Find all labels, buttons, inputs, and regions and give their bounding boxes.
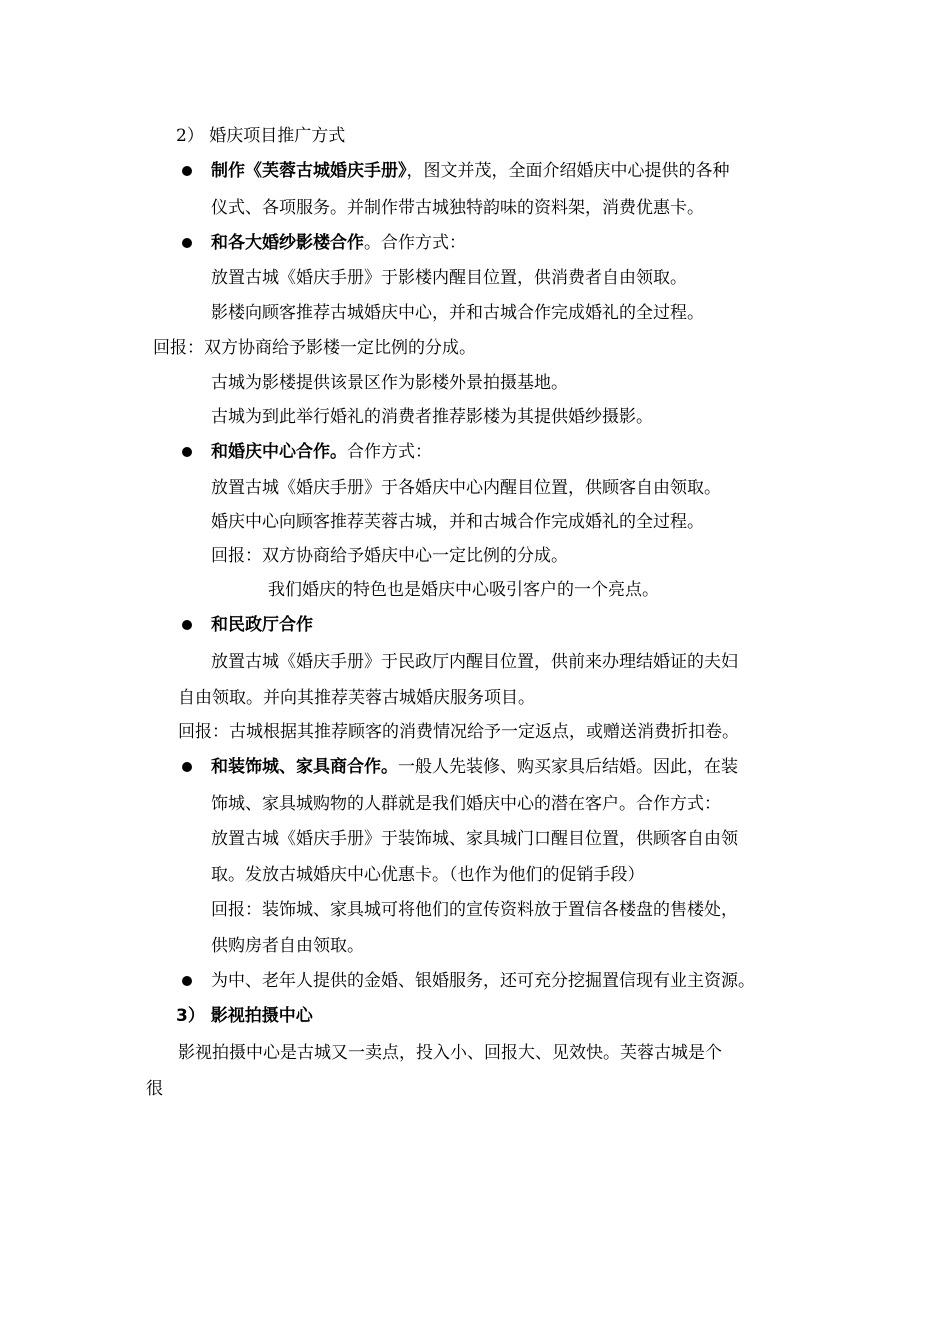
text-line: 回报：装饰城、家具城可将他们的宣传资料放于置信各楼盘的售楼处，	[211, 900, 738, 920]
text-line: 放置古城《婚庆手册》于各婚庆中心内醒目位置，供顾客自由领取。	[211, 478, 721, 498]
bullet-item-elderly: 为中、老年人提供的金婚、银婚服务，还可充分挖掘置信现有业主资源。	[211, 971, 755, 991]
bullet-icon	[182, 166, 192, 176]
bullet-item-center	[211, 441, 432, 463]
text-line: 婚庆中心向顾客推荐芙蓉古城，并和古城合作完成婚礼的全过程。	[211, 512, 704, 532]
text-line: 影楼向顾客推荐古城婚庆中心，并和古城合作完成婚礼的全过程。	[211, 303, 704, 323]
text-line: 取。发放古城婚庆中心优惠卡。（也作为他们的促销手段）	[211, 865, 645, 885]
bullet-item-text: ，图文并茂，全面介绍婚庆中心提供的各种	[406, 161, 730, 181]
text-line: 供购房者自由领取。	[211, 936, 364, 956]
bullet-item-title: 制作《芙蓉古城婚庆手册》	[211, 161, 407, 181]
text-line: 影视拍摄中心是古城又一卖点，投入小、回报大、见效快。芙蓉古城是个	[178, 1043, 722, 1063]
bullet-item-title: 和民政厅合作	[211, 615, 313, 635]
text-line: 很	[146, 1079, 163, 1099]
text-line: 回报：双方协商给予影楼一定比例的分成。	[153, 338, 476, 358]
text-line: 回报：古城根据其推荐顾客的消费情况给予一定返点，或赠送消费折扣卷。	[178, 722, 739, 742]
bullet-icon	[182, 762, 192, 772]
bullet-item-furniture	[211, 756, 738, 778]
bullet-item-title: 和各大婚纱影楼合作	[211, 233, 364, 253]
bullet-icon	[182, 447, 192, 457]
text-line: 古城为到此举行婚礼的消费者推荐影楼为其提供婚纱摄影。	[211, 407, 653, 427]
bullet-icon	[182, 238, 192, 248]
bullet-item-title: 和装饰城、家具商合作。	[211, 757, 398, 777]
text-line: 放置古城《婚庆手册》于装饰城、家具城门口醒目位置，供顾客自由领	[211, 829, 738, 849]
bullet-item-text: 一般人先装修、购买家具后结婚。因此，在装	[398, 757, 738, 777]
text-line: 仪式、各项服务。并制作带古城独特韵味的资料架，消费优惠卡。	[211, 198, 704, 218]
bullet-item-manual	[211, 160, 730, 182]
text-line: 我们婚庆的特色也是婚庆中心吸引客户的一个亮点。	[268, 580, 659, 600]
bullet-item-title: 和婚庆中心合作。	[211, 442, 347, 462]
text-line: 回报：双方协商给予婚庆中心一定比例的分成。	[211, 546, 568, 566]
text-line: 自由领取。并向其推荐芙蓉古城婚庆服务项目。	[178, 688, 535, 708]
bullet-item-text: 合作方式：	[347, 442, 432, 462]
section-heading: 2） 婚庆项目推广方式	[176, 126, 346, 146]
bullet-item-text: 。合作方式：	[364, 233, 466, 253]
section-heading: 3） 影视拍摄中心	[176, 1006, 313, 1026]
bullet-item-studio	[211, 232, 466, 254]
bullet-icon	[182, 620, 192, 630]
text-line: 放置古城《婚庆手册》于影楼内醒目位置，供消费者自由领取。	[211, 268, 687, 288]
text-line: 饰城、家具城购物的人群就是我们婚庆中心的潜在客户。合作方式：	[211, 794, 721, 814]
text-line: 放置古城《婚庆手册》于民政厅内醒目位置，供前来办理结婚证的夫妇	[211, 652, 738, 672]
text-line: 古城为影楼提供该景区作为影楼外景拍摄基地。	[211, 373, 568, 393]
bullet-icon	[182, 976, 192, 986]
